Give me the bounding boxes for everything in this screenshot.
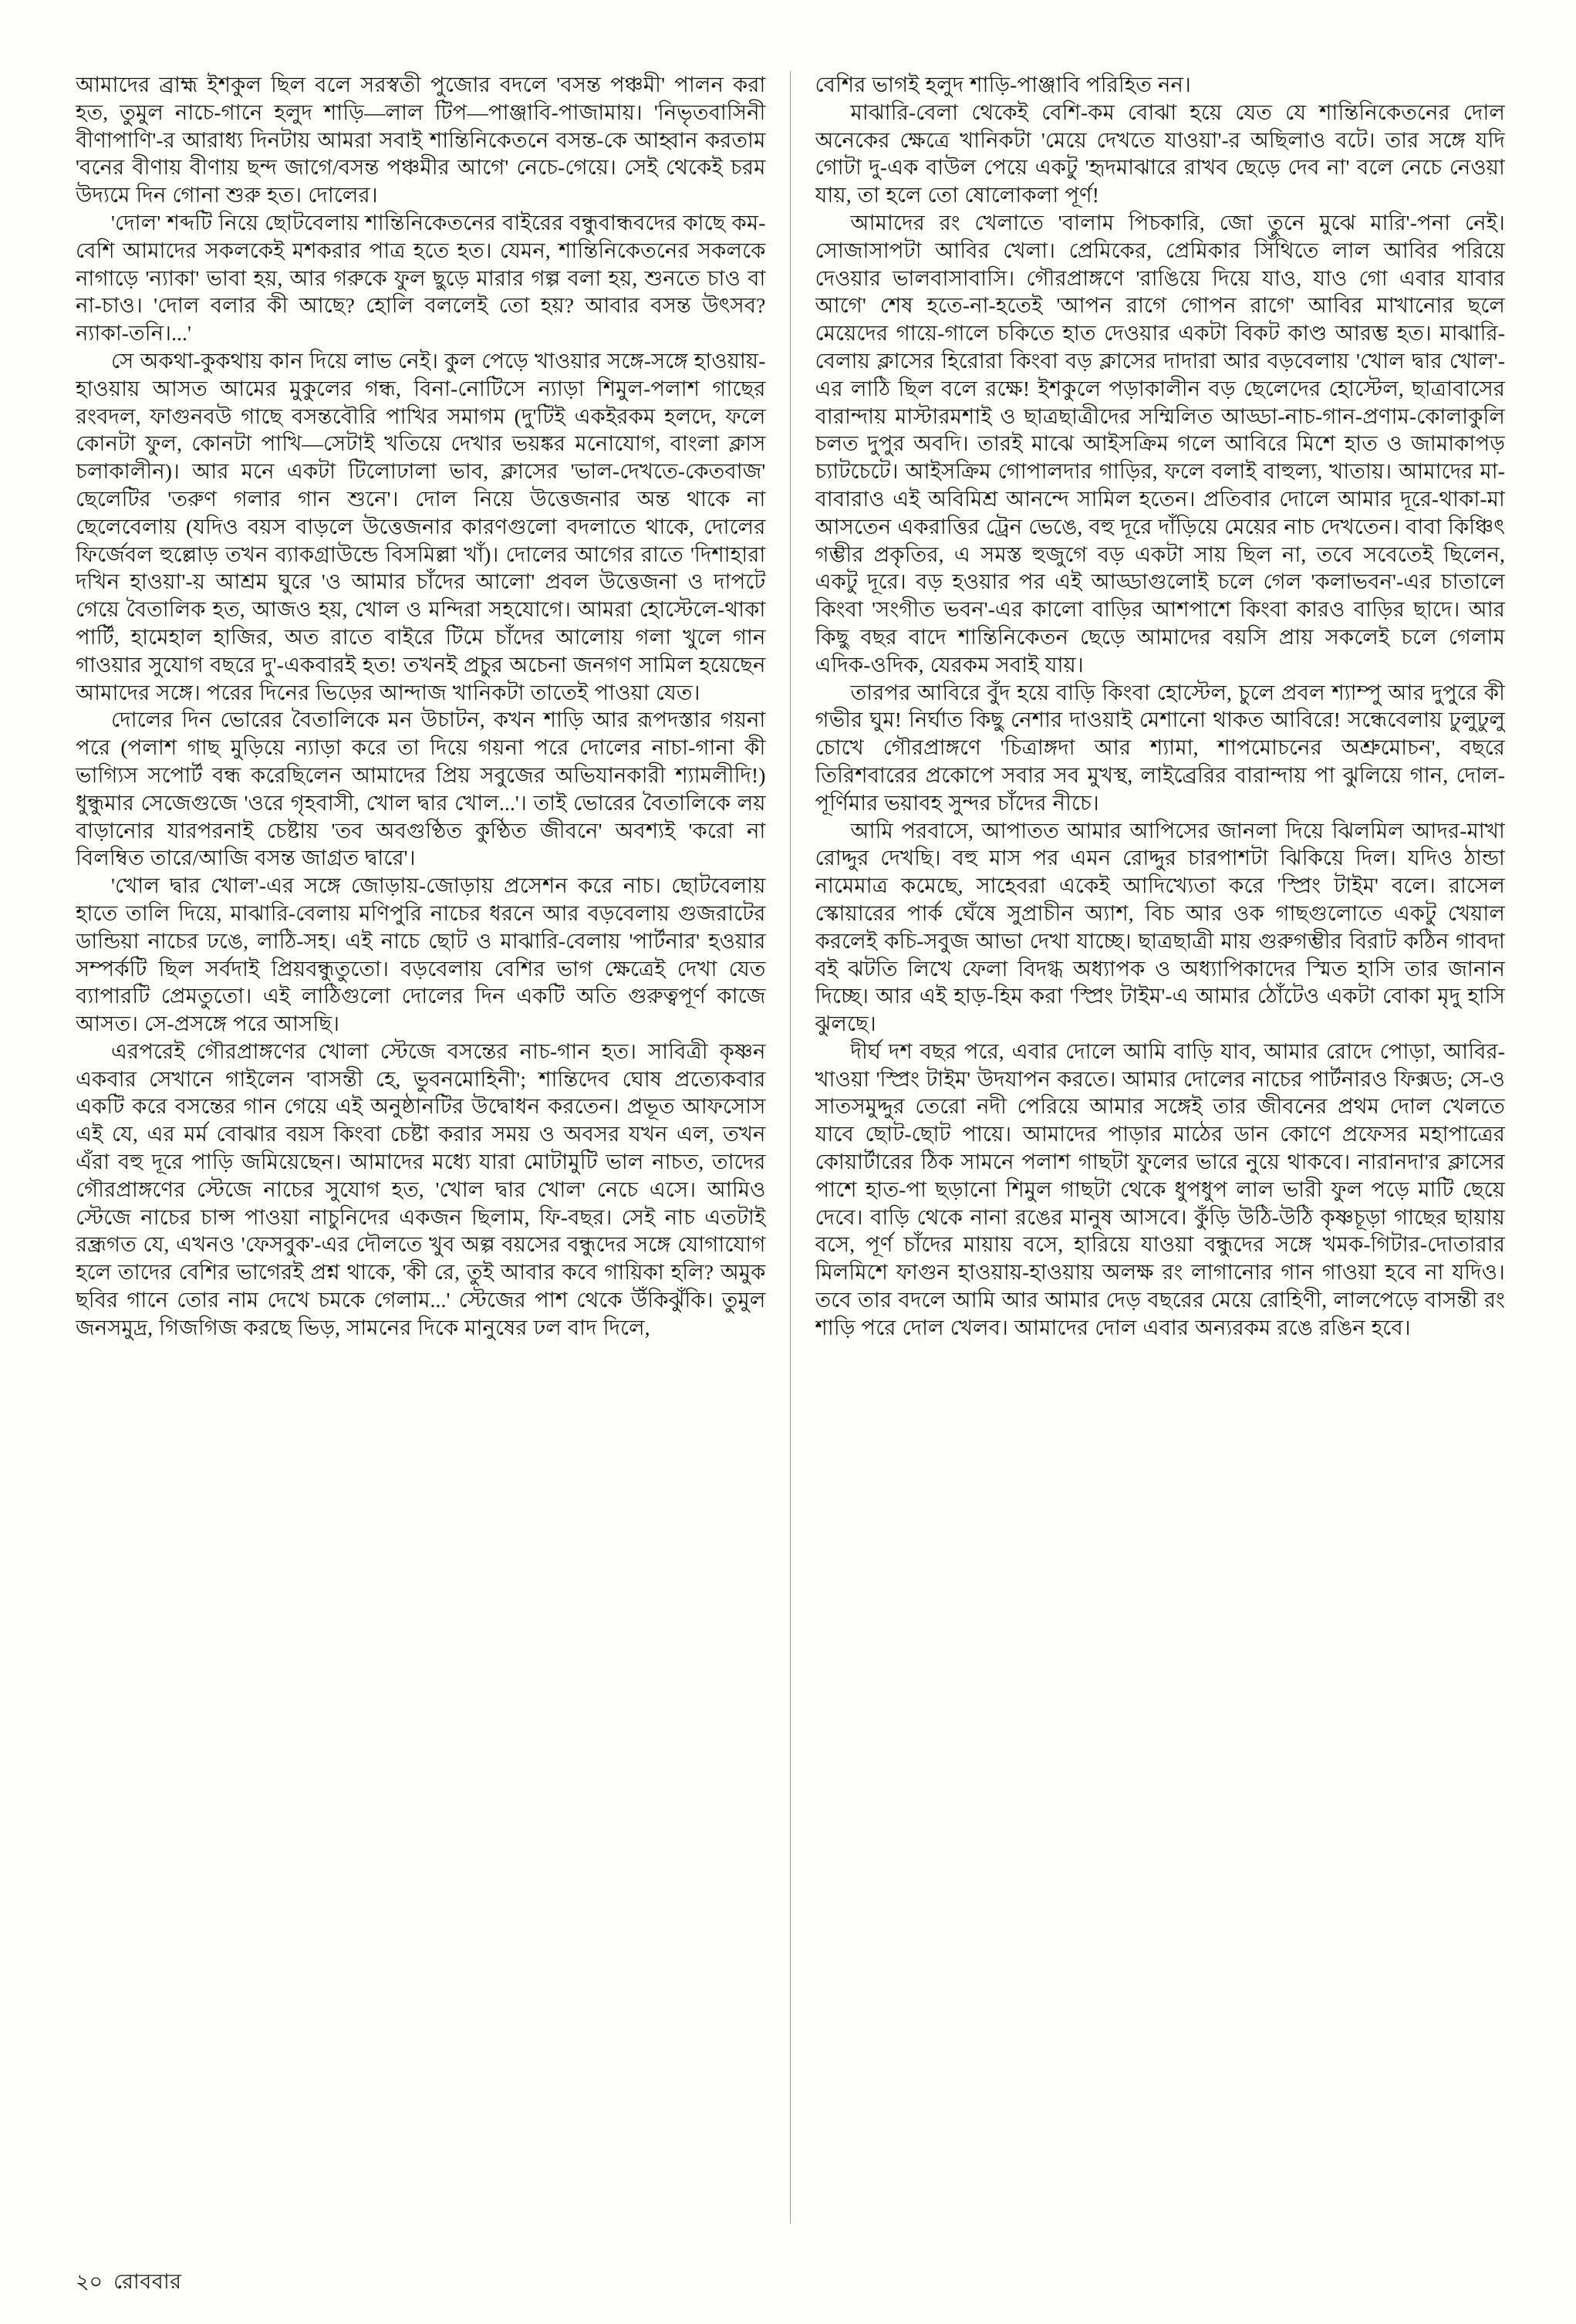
paragraph: আমাদের ব্রাহ্ম ইশকুল ছিল বলে সরস্বতী পুজোর বদলে 'বসন্ত পঞ্চমী' পালন করা হত, তুমুল নাচে-গানে হলুদ শাড়ি—লাল টিপ—পাঞ্জাবি-পাজামায়। 'নিভৃতবাসিনী বীণাপাণি'-র আরাধ্য দিনটায় আমরা সবাই শান্তিনিকেতনে বসন্ত-কে আহ্বান করতাম 'বনের বীণায় বীণায় ছন্দ জাগে/বসন্ত পঞ্চমীর আগে' নেচে-গেয়ে। সেই থেকেই চরম উদ্যমে দিন গোনা শুরু হত। দোলের।: [76, 73, 766, 208]
paragraph: 'দোল' শব্দটি নিয়ে ছোটবেলায় শান্তিনিকেতনের বাইরের বন্ধুবান্ধবদের কাছে কম-বেশি আমাদের সকলকেই মশকরার পাত্র হতে হত। যেমন, শান্তিনিকেতনের সকলকে নাগাড়ে 'ন্যাকা' ভাবা হয়, আর গরুকে ফুল ছুড়ে মারার গল্প বলা হয়, শুনতে চাও বা না-চাও। 'দোল বলার কী আছে? হোলি বললেই তো হয়? আবার বসন্ত উৎসব? ন্যাকা-তনি।...': [76, 210, 766, 346]
paragraph: সে অকথা-কুকথায় কান দিয়ে লাভ নেই। কুল পেড়ে খাওয়ার সঙ্গে-সঙ্গে হাওয়ায়-হাওয়ায় আসত আমের মুকুলের গন্ধ, বিনা-নোটিসে ন্যাড়া শিমুল-পলাশ গাছের রংবদল, ফাগুনবউ গাছে বসন্তবৌরি পাখির সমাগম (দু'টিই একইরকম হলদে, ফলে কোনটা ফুল, কোনটা পাখি—সেটাই খতিয়ে দেখার ভয়ঙ্কর মনোযোগ, বাংলা ক্লাস চলাকালীন)। আর মনে একটা টিলোঢালা ভাব, ক্লাসের 'ভাল-দেখতে-কেতবাজ' ছেলেটির 'তরুণ গলার গান শুনে'। দোল নিয়ে উত্তেজনার অন্ত থাকে না ছেলেবেলায় (যদিও বয়স বাড়লে উত্তেজনার কারণগুলো বদলাতে থাকে, দোলের ফির্জেবল হুল্লোড় তখন ব্যাকগ্রাউন্ডে বিসমিল্লা খাঁ)। দোলের আগের রাতে 'দিশাহারা দখিন হাওয়া'-য় আশ্রম ঘুরে 'ও আমার চাঁদের আলো' প্রবল উত্তেজনা ও দাপটে গেয়ে বৈতালিক হত, আজও হয়, খোল ও মন্দিরা সহযোগে। আমরা হোস্টেলে-থাকা পার্টি, হামেহাল হাজির, অত রাতে বাইরে টিমে চাঁদের আলোয় গলা খুলে গান গাওয়ার সুযোগ বছরে দু'-একবারই হত! তখনই প্রচুর অচেনা জনগণ সামিল হয়েছেন আমাদের সঙ্গে। পরের দিনের ভিড়ের আন্দাজ খানিকটা তাতেই পাওয়া যেত।: [76, 348, 766, 704]
publication-name: রোববার: [113, 2270, 182, 2293]
paragraph: তারপর আবিরে বুঁদ হয়ে বাড়ি কিংবা হোস্টেল, চুলে প্রবল শ্যাম্পু আর দুপুরে কী গভীর ঘুম! নির্ঘাত কিছু নেশার দাওয়াই মেশানো থাকত আবিরে! সন্ধেবেলায় ঢুলুঢুলু চোখে গৌরপ্রাঙ্গণে 'চিত্রাঙ্গদা আর শ্যামা, শাপমোচনের অশ্রুমোচন', বছরে তিরিশবারের প্রকোপে সবার সব মুখস্থ, লাইব্রেরির বারান্দায় পা ঝুলিয়ে গান, দোল-পূর্ণিমার ভয়াবহ সুন্দর চাঁদের নীচে।: [815, 680, 1505, 815]
paragraph: মাঝারি-বেলা থেকেই বেশি-কম বোঝা হয়ে যেত যে শান্তিনিকেতনের দোল অনেকের ক্ষেত্রে খানিকটা 'মেয়ে দেখতে যাওয়া'-র অছিলাও বটে। তার সঙ্গে যদি গোটা দু-এক বাউল পেয়ে একটু 'হৃদমাঝারে রাখব ছেড়ে দেব না' বলে নেচে নেওয়া যায়, তা হলে তো ষোলোকলা পূর্ণ!: [815, 100, 1505, 208]
paragraph: আমাদের রং খেলাতে 'বালাম পিচকারি, জো তুনে মুঝে মারি'-পনা নেই। সোজাসাপটা আবির খেলা। প্রেমিকের, প্রেমিকার সিঁথিতে লাল আবির পরিয়ে দেওয়ার ভালবাসাবাসি। গৌরপ্রাঙ্গণে 'রাঙিয়ে দিয়ে যাও, যাও গো এবার যাবার আগে' শেষ হতে-না-হতেই 'আপন রাগে গোপন রাগে' আবির মাখানোর ছলে মেয়েদের গায়ে-গালে চকিতে হাত দেওয়ার একটা বিকট কাণ্ড আরম্ভ হত। মাঝারি-বেলায় ক্লাসের হিরোরা কিংবা বড় ক্লাসের দাদারা আর বড়বেলায় 'খোল দ্বার খোল'-এর লাঠি ছিল বলে রক্ষে! ইশকুলে পড়াকালীন বড় ছেলেদের হোস্টেল, ছাত্রাবাসের বারান্দায় মাস্টারমশাই ও ছাত্রছাত্রীদের সম্মিলিত আড্ডা-নাচ-গান-প্রণাম-কোলাকুলি চলত দুপুর অবদি। তারই মাঝে আইসক্রিম গলে আবিরে মিশে হাত ও জামাকাপড় চ্যাটচেটে। আইসক্রিম গোপালদার গাড়ির, ফলে বলাই বাহুল্য, খাতায়। আমাদের মা-বাবারাও এই অবিমিশ্র আনন্দে সামিল হতেন। প্রতিবার দোলে আমার দূরে-থাকা-মা আসতেন একরাত্তির ট্রেন ভেঙে, বহু দূরে দাঁড়িয়ে মেয়ের নাচ দেখতেন। বাবা কিঞ্চিৎ গম্ভীর প্রকৃতির, এ সমস্ত হুজুগে বড় একটা সায় ছিল না, তবে সবেতেই ছিলেন, একটু দূরে। বড় হওয়ার পর এই আড্ডাগুলোই চলে গেল 'কলাভবন'-এর চাতালে কিংবা 'সংগীত ভবন'-এর কালো বাড়ির আশপাশে কিংবা কারও বাড়ির ছাদে। আর কিছু বছর বাদে শান্তিনিকেতন ছেড়ে আমাদের বয়সি প্রায় সকলেই চলে গেলাম এদিক-ওদিক, যেরকম সবাই যায়।: [815, 210, 1505, 677]
page-footer: [76, 2266, 182, 2301]
paragraph: আমি পরবাসে, আপাতত আমার আপিসের জানলা দিয়ে ঝিলমিল আদর-মাখা রোদ্দুর দেখছি। বহু মাস পর এমন রোদ্দুর চারপাশটা ঝিকিয়ে দিল। যদিও ঠান্ডা নামেমাত্র কমেছে, সাহেবরা একেই আদিখ্যেতা করে 'স্প্রিং টাইম' বলে। রাসেল স্কোয়ারের পার্ক ঘেঁষে সুপ্রাচীন অ্যাশ, বিচ আর ওক গাছগুলোতে একটু খেয়াল করলেই কচি-সবুজ আভা দেখা যাচ্ছে। ছাত্রছাত্রী মায় গুরুগম্ভীর বিরাট কঠিন গাবদা বই ঝটতি লিখে ফেলা বিদগ্ধ অধ্যাপক ও অধ্যাপিকাদের স্মিত হাসি তার জানান দিচ্ছে। আর এই হাড়-হিম করা 'স্প্রিং টাইম'-এ আমার ঠোঁটেও একটা বোকা মৃদু হাসি ঝুলছে।: [815, 818, 1505, 1036]
paragraph: 'খোল দ্বার খোল'-এর সঙ্গে জোড়ায়-জোড়ায় প্রসেশন করে নাচ। ছোটবেলায় হাতে তালি দিয়ে, মাঝারি-বেলায় মণিপুরি নাচের ধরনে আর বড়বেলায় গুজরাটের ডান্ডিয়া নাচের ঢঙে, লাঠি-সহ। এই নাচে ছোট ও মাঝারি-বেলায় 'পার্টনার' হওয়ার সম্পর্কটি ছিল সর্বদাই প্রিয়বন্ধুতুতো। বড়বেলায় বেশির ভাগ ক্ষেত্রেই দেখা যেত ব্যাপারটি প্রেমতুতো। এই লাঠিগুলো দোলের দিন একটি অতি গুরুত্বপূর্ণ কাজে আসত। সে-প্রসঙ্গে পরে আসছি।: [76, 873, 766, 1036]
paragraph: দীর্ঘ দশ বছর পরে, এবার দোলে আমি বাড়ি যাব, আমার রোদে পোড়া, আবির-খাওয়া 'স্প্রিং টাইম' উদযাপন করতে। আমার দোলের নাচের পার্টনারও ফিক্সড; সে-ও সাতসমুদ্দুর তেরো নদী পেরিয়ে আমার সঙ্গেই তার জীবনের প্রথম দোল খেলতে যাবে ছোট-ছোট পায়ে। আমাদের পাড়ার মাঠের ডান কোণে প্রফেসর মহাপাত্রের কোয়ার্টারের ঠিক সামনে পলাশ গাছটা ফুলের ভারে নুয়ে থাকবে। নারানদা'র ক্লাসের পাশে হাত-পা ছড়ানো শিমুল গাছটা থেকে ধুপধুপ লাল ভারী ফুল পড়ে মাটি ছেয়ে দেবে। বাড়ি থেকে নানা রঙের মানুষ আসবে। কুঁড়ি উঠি-উঠি কৃষ্ণচূড়া গাছের ছায়ায় বসে, পূর্ণ চাঁদের মায়ায় বসে, হারিয়ে যাওয়া বন্ধুদের সঙ্গে খমক-গিটার-দোতারার মিলমিশে ফাগুন হাওয়ায়-হাওয়ায় অলক্ষ রং লাগানোর গান গাওয়া হবে না যদিও। তবে তার বদলে আমি আর আমার দেড় বছরের মেয়ে রোহিণী, লালপেড়ে বাসন্তী রং শাড়ি পরে দোল খেলব। আমাদের দোল এবার অন্যরকম রঙে রঙিন হবে।: [815, 1039, 1505, 1339]
column-divider: [790, 71, 791, 2224]
right-column: [815, 71, 1506, 2224]
paragraph: দোলের দিন ভোরের বৈতালিকে মন উচাটন, কখন শাড়ি আর রূপদস্তার গয়না পরে (পলাশ গাছ মুড়িয়ে ন্যাড়া করে তা দিয়ে গয়না পরে দোলের নাচা-গানা কী ভাগ্যিস সপোর্ট বন্ধ করেছিলেন আমাদের প্রিয় সবুজের অভিযানকারী শ্যামলীদি!) ধুন্ধুমার সেজেগুজে 'ওরে গৃহবাসী, খোল দ্বার খোল...'। তাই ভোরের বৈতালিকে লয় বাড়ানোর যারপরনাই চেষ্টায় 'তব অবগুণ্ঠিত কুণ্ঠিত জীবনে' অবশ্যই 'করো না বিলম্বিত তারে/আজি বসন্ত জাগ্রত দ্বারে'।: [76, 708, 766, 870]
left-column: [76, 71, 766, 2224]
paragraph: বেশির ভাগই হলুদ শাড়ি-পাঞ্জাবি পরিহিত নন।: [815, 73, 1191, 96]
paragraph: এরপরেই গৌরপ্রাঙ্গণের খোলা স্টেজে বসন্তের নাচ-গান হত। সাবিত্রী কৃষ্ণন একবার সেখানে গাইলেন 'বাসন্তী হে, ভুবনমোহিনী'; শান্তিদেব ঘোষ প্রত্যেকবার একটি করে বসন্তের গান গেয়ে এই অনুষ্ঠানটির উদ্বোধন করতেন। প্রভূত আফসোস এই যে, এর মর্ম বোঝার বয়স কিংবা চেষ্টা করার সময় ও অবসর যখন এল, তখন এঁরা বহু দূরে পাড়ি জমিয়েছেন। আমাদের মধ্যে যারা মোটামুটি ভাল নাচত, তাদের গৌরপ্রাঙ্গণের স্টেজে নাচের সুযোগ হত, 'খোল দ্বার খোল' নেচে এসে। আমিও স্টেজে নাচের চান্স পাওয়া নাচুনিদের একজন ছিলাম, ফি-বছর। সেই নাচ এতটাই রন্ধ্রগত যে, এখনও 'ফেসবুক'-এর দৌলতে খুব অল্প বয়সের বন্ধুদের সঙ্গে যোগাযোগ হলে তাদের বেশির ভাগেরই প্রশ্ন থাকে, 'কী রে, তুই আবার কবে গায়িকা হলি? অমুক ছবির গানে তোর নাম দেখে চমকে গেলাম...' স্টেজের পাশ থেকে উঁকিঝুঁকি। তুমুল জনসমুদ্র, গিজগিজ করছে ভিড়, সামনের দিকে মানুষের ঢল বাদ দিলে,: [76, 1039, 766, 1339]
column-gutter: [766, 71, 815, 2224]
page-number: ২০: [76, 2270, 103, 2293]
article-body: [76, 71, 1505, 2224]
